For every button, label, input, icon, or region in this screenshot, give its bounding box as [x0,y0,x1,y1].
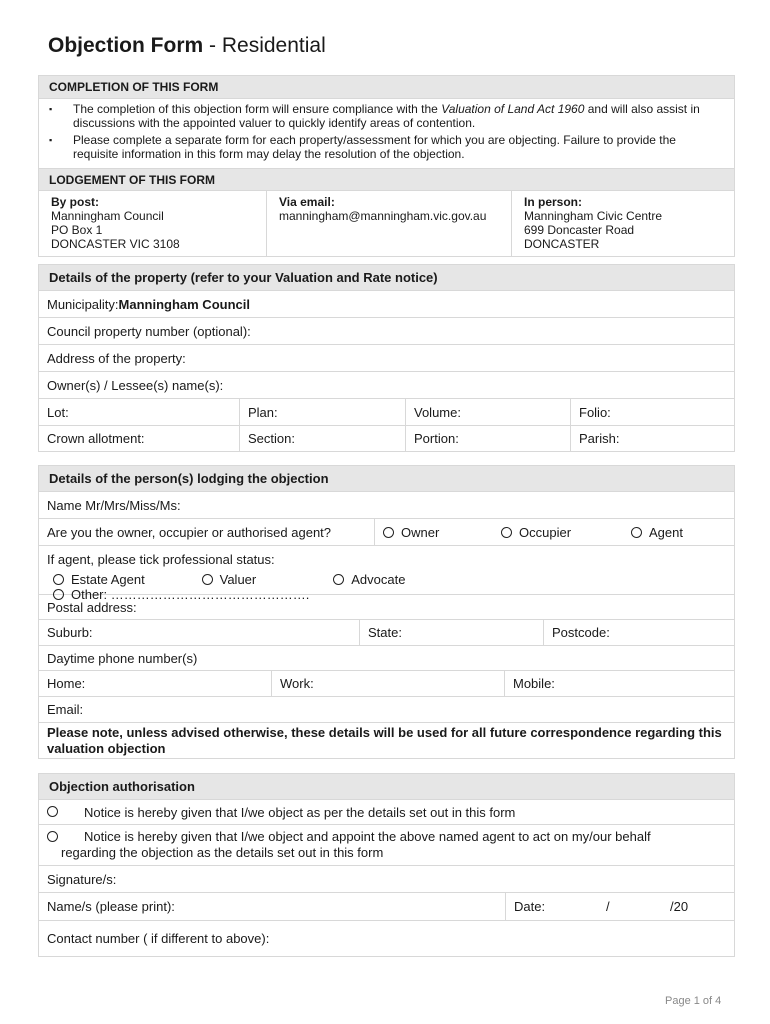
bullet-1: ▪ The completion of this objection form will ensure compliance with the Valuation of Land Act 1960 and will also assist in discussions with the appointed valuer to quickly identify areas of contention. [73,102,724,130]
person-section [38,465,735,759]
correspondence-note: Please note, unless advised otherwise, these details will be used for all future correspondence regarding this valuation objection [39,722,734,758]
date-field[interactable]: Date: / /20 [505,893,734,920]
completion-heading: COMPLETION OF THIS FORM [39,76,734,98]
contact-number-field[interactable]: Contact number ( if different to above): [39,920,734,956]
person-heading: Details of the person(s) lodging the objection [39,466,734,491]
lodge-in-person: In person: Manningham Civic Centre 699 Doncaster Road DONCASTER [511,191,734,256]
estate-agent-radio[interactable]: Estate Agent [53,572,198,587]
agent-radio[interactable]: Agent [631,525,683,540]
state-field[interactable]: State: [359,620,543,645]
owner-radio[interactable]: Owner [383,525,501,540]
mobile-phone-field[interactable]: Mobile: [504,671,734,696]
page-title: Objection Form - Residential [48,34,326,57]
radio-circle-icon [631,527,642,538]
property-heading: Details of the property (refer to your Valuation and Rate notice) [39,265,734,290]
valuer-radio[interactable]: Valuer [202,572,330,587]
role-row: Are you the owner, occupier or authorised agent? Owner Occupier Agent [39,518,734,545]
occupier-radio[interactable]: Occupier [501,525,631,540]
authorise-option-1[interactable]: Notice is hereby given that I/we object as per the details set out in this form [39,799,734,824]
crown-row [39,425,734,451]
radio-circle-icon [501,527,512,538]
advocate-radio[interactable]: Advocate [333,572,471,587]
phone-row [39,670,734,696]
radio-circle-icon [333,574,344,585]
property-section [38,264,735,452]
signature-field[interactable]: Signature/s: [39,865,734,892]
radio-circle-icon [47,806,58,817]
work-phone-field[interactable]: Work: [271,671,504,696]
radio-circle-icon [383,527,394,538]
radio-circle-icon [53,574,64,585]
section-field[interactable]: Section: [239,426,405,451]
email-link[interactable]: manningham@manningham.vic.gov.au [279,209,487,223]
home-phone-field[interactable]: Home: [47,676,86,691]
lodgement-heading: LODGEMENT OF THIS FORM [39,168,734,190]
lodge-by-post: By post: Manningham Council PO Box 1 DONCASTER VIC 3108 [51,195,180,251]
lodge-via-email: Via email: manningham@manningham.vic.gov.au [266,191,511,256]
folio-field[interactable]: Folio: [570,399,734,425]
address-field[interactable]: Address of the property: [39,344,734,371]
suburb-field[interactable]: Suburb: [47,625,93,640]
page-number: Page 1 of 4 [665,995,722,1007]
names-print-field[interactable]: Name/s (please print): [47,899,175,914]
council-number-field[interactable]: Council property number (optional): [39,317,734,344]
agent-status-row: If agent, please tick professional status: Estate Agent Valuer Advocate Other: ………………………………………. [39,545,734,594]
name-field[interactable]: Name Mr/Mrs/Miss/Ms: [39,491,734,518]
radio-circle-icon [53,589,64,600]
radio-circle-icon [202,574,213,585]
postcode-field[interactable]: Postcode: [543,620,734,645]
authorisation-section [38,773,735,957]
authorisation-heading: Objection authorisation [39,774,734,799]
portion-field[interactable]: Portion: [405,426,570,451]
municipality-row: Municipality: Manningham Council [39,290,734,317]
completion-section [38,75,735,257]
authorise-option-2[interactable]: Notice is hereby given that I/we object and appoint the above named agent to act on my/our behalf regarding the objection as the details set out in this form [39,824,734,865]
lodgement-options [39,190,734,256]
owners-field[interactable]: Owner(s) / Lessee(s) name(s): [39,371,734,398]
lot-row [39,398,734,425]
radio-circle-icon [47,831,58,842]
parish-field[interactable]: Parish: [570,426,734,451]
names-date-row [39,892,734,920]
lot-field[interactable]: Lot: [47,404,69,420]
bullet-2: ▪ Please complete a separate form for each property/assessment for which you are objecting. Failure to provide the requisite information in this form may delay the resolution of the objection. [73,133,724,161]
completion-bullets [39,98,734,168]
plan-field[interactable]: Plan: [239,399,405,425]
municipality-value: Manningham Council [118,296,250,312]
suburb-row [39,619,734,645]
other-radio[interactable]: Other: ………………………………………. [53,587,309,602]
crown-allotment-field[interactable]: Crown allotment: [47,431,145,446]
postal-address-field[interactable]: Postal address: [39,594,734,619]
daytime-phone-label: Daytime phone number(s) [39,645,734,670]
email-field[interactable]: Email: [39,696,734,722]
volume-field[interactable]: Volume: [405,399,570,425]
